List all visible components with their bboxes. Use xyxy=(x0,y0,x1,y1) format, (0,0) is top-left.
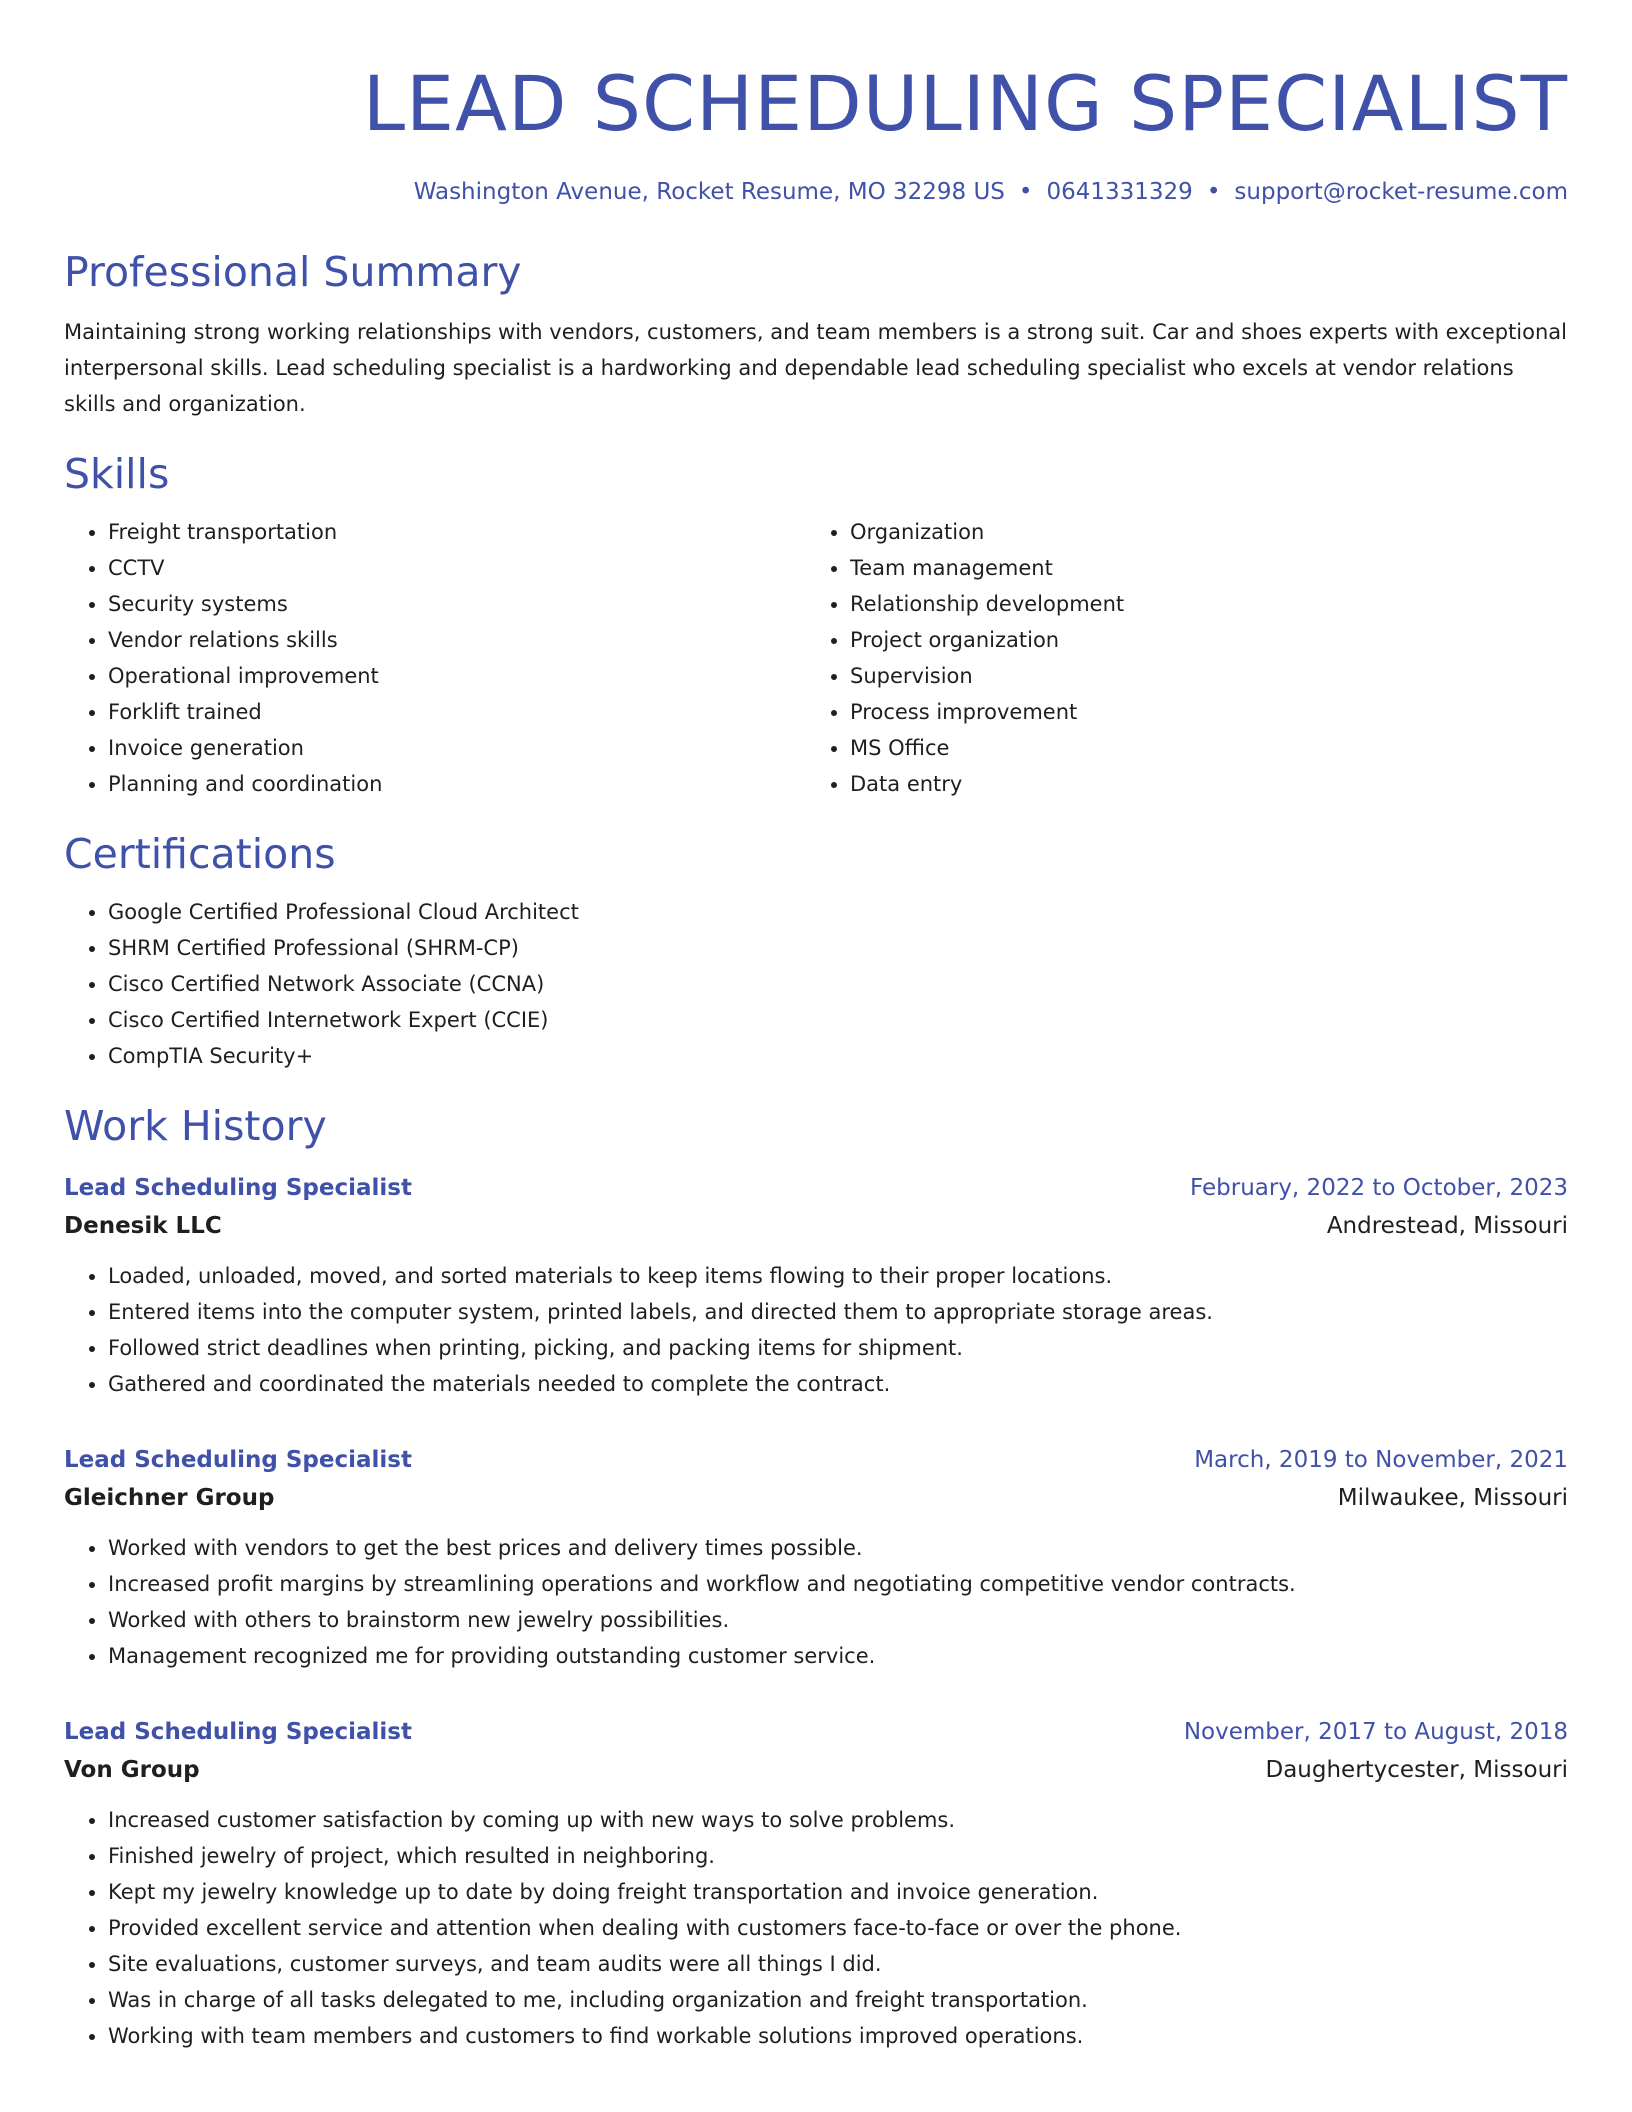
skill-item: • Process improvement xyxy=(850,694,1548,730)
skill-item: • Forklift trained xyxy=(108,694,806,730)
job-company: Von Group xyxy=(64,1757,200,1783)
summary-heading: Professional Summary xyxy=(64,248,522,296)
certifications-list xyxy=(64,894,1568,1074)
contact-address: Washington Avenue, Rocket Resume, MO 32298 US xyxy=(413,179,1005,205)
contact-phone: 0641331329 xyxy=(1046,179,1193,205)
job-bullet: • Gathered and coordinated the materials needed to complete the contract. xyxy=(108,1366,1568,1402)
job-bullet: • Loaded, unloaded, moved, and sorted materials to keep items flowing to their proper locations. xyxy=(108,1258,1568,1294)
work-history-heading: Work History xyxy=(64,1102,327,1150)
job-company-row xyxy=(64,1206,1568,1246)
job-title: Lead Scheduling Specialist xyxy=(64,1175,412,1201)
skill-item: • Security systems xyxy=(108,586,806,622)
job-bullets xyxy=(64,1530,1568,1674)
job-bullet: • Finished jewelry of project, which resulted in neighboring. xyxy=(108,1838,1568,1874)
job-bullet: • Site evaluations, customer surveys, and team audits were all things I did. xyxy=(108,1946,1568,1982)
skills-grid xyxy=(64,514,1568,802)
job-bullet: • Kept my jewelry knowledge up to date by doing freight transportation and invoice generation. xyxy=(108,1874,1568,1910)
skill-item: • Team management xyxy=(850,550,1548,586)
job-entry xyxy=(64,1442,1568,1674)
skills-column-left xyxy=(64,514,806,802)
certification-item: • Cisco Certified Network Associate (CCNA) xyxy=(108,966,1568,1002)
skill-item: • Supervision xyxy=(850,658,1548,694)
job-bullet: • Management recognized me for providing outstanding customer service. xyxy=(108,1638,1568,1674)
contact-separator: • xyxy=(1018,179,1033,205)
skill-item: • Operational improvement xyxy=(108,658,806,694)
job-bullet: • Entered items into the computer system, printed labels, and directed them to appropriate storage areas. xyxy=(108,1294,1568,1330)
skills-list-left xyxy=(64,514,806,802)
job-bullet: • Worked with others to brainstorm new jewelry possibilities. xyxy=(108,1602,1568,1638)
job-company: Gleichner Group xyxy=(64,1485,275,1511)
skills-list-right xyxy=(806,514,1548,802)
skill-item: • CCTV xyxy=(108,550,806,586)
contact-line xyxy=(64,176,1568,208)
job-bullet: • Provided excellent service and attention when dealing with customers face-to-face or over the phone. xyxy=(108,1910,1568,1946)
job-dates: February, 2022 to October, 2023 xyxy=(1190,1175,1568,1201)
job-location: Milwaukee, Missouri xyxy=(1337,1485,1568,1511)
job-bullet: • Increased profit margins by streamlining operations and workflow and negotiating competitive vendor contracts. xyxy=(108,1566,1568,1602)
summary-text: Maintaining strong working relationships with vendors, customers, and team members is a strong suit. Car and shoes experts with exceptional interpersonal skills. Lead scheduling specialist is a hardworking and dependable lead scheduling specialist who excels at vendor relations skills and organization. xyxy=(64,320,1568,416)
job-dates: March, 2019 to November, 2021 xyxy=(1194,1447,1568,1473)
job-bullet: • Followed strict deadlines when printing, picking, and packing items for shipment. xyxy=(108,1330,1568,1366)
certification-item: • Cisco Certified Internetwork Expert (CCIE) xyxy=(108,1002,1568,1038)
job-title: Lead Scheduling Specialist xyxy=(64,1719,412,1745)
skill-item: • Data entry xyxy=(850,766,1548,802)
job-dates: November, 2017 to August, 2018 xyxy=(1183,1719,1568,1745)
job-bullet: • Increased customer satisfaction by coming up with new ways to solve problems. xyxy=(108,1802,1568,1838)
job-location: Andrestead, Missouri xyxy=(1326,1213,1568,1239)
job-company: Denesik LLC xyxy=(64,1213,222,1239)
job-company-row xyxy=(64,1750,1568,1790)
skill-item: • Planning and coordination xyxy=(108,766,806,802)
job-bullets xyxy=(64,1802,1568,2054)
skill-item: • Project organization xyxy=(850,622,1548,658)
job-bullet: • Was in charge of all tasks delegated to me, including organization and freight transportation. xyxy=(108,1982,1568,2018)
skill-item: • Invoice generation xyxy=(108,730,806,766)
job-title: Lead Scheduling Specialist xyxy=(64,1447,412,1473)
contact-separator: • xyxy=(1206,179,1221,205)
job-title-row xyxy=(64,1714,1568,1750)
job-location: Daughertycester, Missouri xyxy=(1265,1757,1568,1783)
job-bullet: • Working with team members and customers to find workable solutions improved operations. xyxy=(108,2018,1568,2054)
job-bullets xyxy=(64,1258,1568,1402)
job-company-row xyxy=(64,1478,1568,1518)
candidate-title: LEAD SCHEDULING SPECIALIST xyxy=(362,59,1568,148)
skill-item: • MS Office xyxy=(850,730,1548,766)
job-entry xyxy=(64,1714,1568,2054)
skill-item: • Organization xyxy=(850,514,1548,550)
contact-email: support@rocket-resume.com xyxy=(1234,179,1568,205)
job-entry xyxy=(64,1170,1568,1402)
work-history-list xyxy=(64,1170,1568,2054)
skills-column-right xyxy=(806,514,1548,802)
skill-item: • Vendor relations skills xyxy=(108,622,806,658)
job-title-row xyxy=(64,1442,1568,1478)
certification-item: • SHRM Certified Professional (SHRM-CP) xyxy=(108,930,1568,966)
job-title-row xyxy=(64,1170,1568,1206)
skills-heading: Skills xyxy=(64,450,170,498)
certification-item: • CompTIA Security+ xyxy=(108,1038,1568,1074)
skill-item: • Relationship development xyxy=(850,586,1548,622)
certifications-heading: Certifications xyxy=(64,830,336,878)
job-bullet: • Worked with vendors to get the best prices and delivery times possible. xyxy=(108,1530,1568,1566)
certification-item: • Google Certified Professional Cloud Architect xyxy=(108,894,1568,930)
skill-item: • Freight transportation xyxy=(108,514,806,550)
